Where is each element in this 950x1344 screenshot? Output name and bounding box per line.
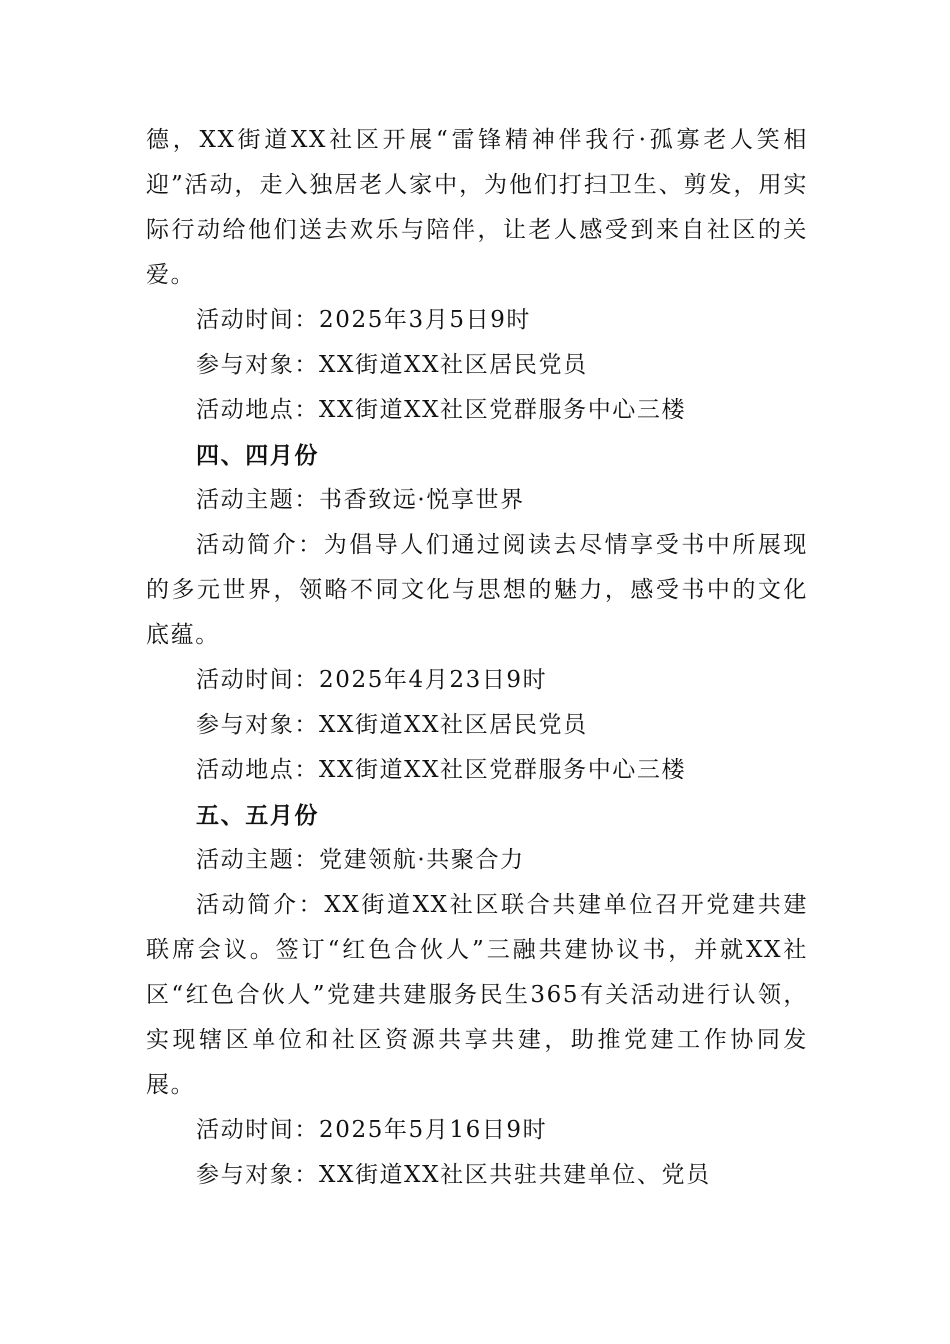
march-participants: 参与对象：XX街道XX社区居民党员 xyxy=(196,352,588,378)
april-activity-intro: 活动简介：为倡导人们通过阅读去尽情享受书中所展现的多元世界，领略不同文化与思想的魅力，感受书中的文化底蕴。 xyxy=(146,532,808,648)
may-participants: 参与对象：XX街道XX社区共驻共建单位、党员 xyxy=(196,1162,711,1188)
section-heading-may: 五、五月份 xyxy=(196,802,319,829)
march-location: 活动地点：XX街道XX社区党群服务中心三楼 xyxy=(196,397,687,423)
april-participants: 参与对象：XX街道XX社区居民党员 xyxy=(196,712,588,738)
document-body xyxy=(146,118,808,1198)
april-activity-time: 活动时间：2025年4月23日9时 xyxy=(196,667,548,693)
may-activity-time: 活动时间：2025年5月16日9时 xyxy=(196,1117,548,1143)
may-activity-intro: 活动简介：XX街道XX社区联合共建单位召开党建共建联席会议。签订“红色合伙人”三融共建协议书，并就XX社区“红色合伙人”党建共建服务民生365有关活动进行认领，实现辖区单位和社区资源共享共建，助推党建工作协同发展。 xyxy=(146,892,808,1098)
may-activity-theme: 活动主题：党建领航·共聚合力 xyxy=(196,847,525,873)
section-heading-april: 四、四月份 xyxy=(196,442,319,469)
paragraph-march-intro: 德，XX街道XX社区开展“雷锋精神伴我行·孤寡老人笑相迎”活动，走入独居老人家中，为他们打扫卫生、剪发，用实际行动给他们送去欢乐与陪伴，让老人感受到来自社区的关爱。 xyxy=(146,127,808,288)
april-activity-theme: 活动主题：书香致远·悦享世界 xyxy=(196,487,525,513)
march-activity-time: 活动时间：2025年3月5日9时 xyxy=(196,307,532,333)
april-location: 活动地点：XX街道XX社区党群服务中心三楼 xyxy=(196,757,687,783)
